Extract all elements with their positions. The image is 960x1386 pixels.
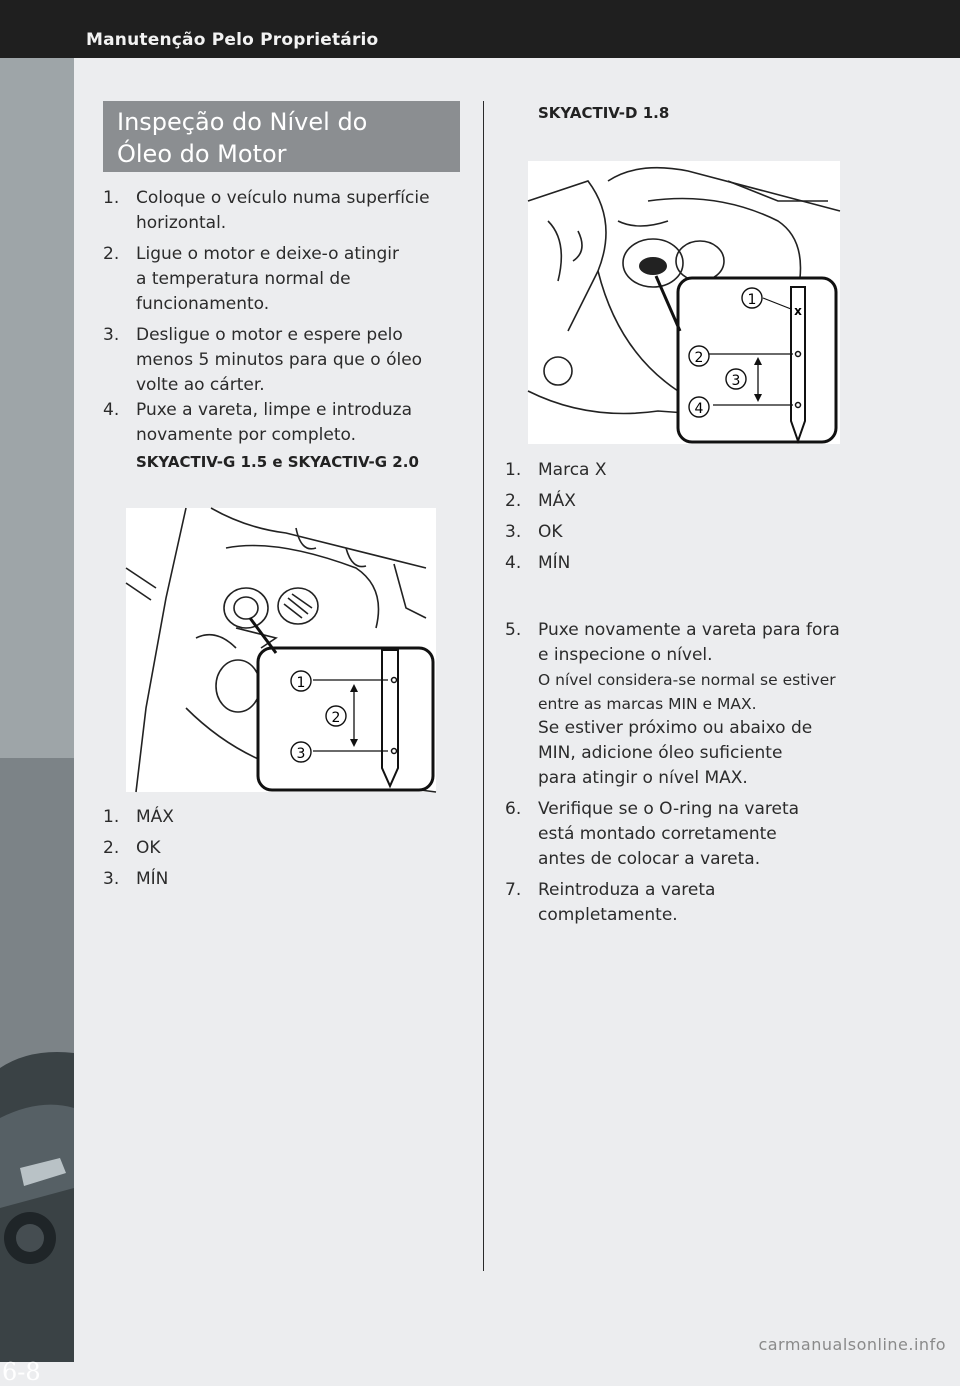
step-text: menos 5 minutos para que o óleo xyxy=(136,350,423,370)
step-text: completamente. xyxy=(538,905,678,925)
legend-list-g xyxy=(103,805,303,898)
step-number: 2. xyxy=(103,244,120,264)
step-text: para atingir o nível MAX. xyxy=(538,768,748,788)
callout-label: 4 xyxy=(694,401,704,417)
callout-label: 1 xyxy=(296,675,306,691)
step-text: Reintroduza a vareta xyxy=(538,880,716,900)
step-number: 1. xyxy=(103,188,120,208)
step-number: 7. xyxy=(505,880,522,900)
legend-item xyxy=(103,836,303,861)
engine-dipstick-g-illustration xyxy=(126,508,436,792)
column-divider xyxy=(483,101,484,1271)
engine-dipstick-d-illustration xyxy=(528,161,840,444)
step-item xyxy=(103,186,473,236)
step-text: está montado corretamente xyxy=(538,824,777,844)
callout-label: 3 xyxy=(296,746,306,762)
step-text: Se estiver próximo ou abaixo de xyxy=(538,718,813,738)
step-text: Desligue o motor e espere pelo xyxy=(136,325,403,345)
legend-text: MÍN xyxy=(538,553,571,573)
figure-dipstick-d xyxy=(528,161,840,444)
step-text: novamente por completo. xyxy=(136,425,357,445)
section-title-line1: Inspeção do Nível do xyxy=(117,108,368,136)
step-item xyxy=(103,398,473,475)
step-item xyxy=(505,878,885,928)
legend-number: 1. xyxy=(103,807,120,827)
legend-number: 2. xyxy=(103,838,120,858)
step-number: 3. xyxy=(103,325,120,345)
step-number: 4. xyxy=(103,400,120,420)
legend-item xyxy=(505,520,705,545)
legend-text: MÁX xyxy=(136,807,174,827)
step-note: entre as marcas MIN e MAX. xyxy=(538,695,757,713)
step-text: Coloque o veículo numa superfície xyxy=(136,188,430,208)
legend-text: Marca X xyxy=(538,460,607,480)
legend-text: MÍN xyxy=(136,869,169,889)
legend-text: MÁX xyxy=(538,491,576,511)
page-header-bar xyxy=(0,0,960,58)
step-item xyxy=(103,242,473,317)
legend-item xyxy=(505,458,705,483)
figure-dipstick-g xyxy=(126,508,436,792)
step-text: Puxe a vareta, limpe e introduza xyxy=(136,400,413,420)
header-title: Manutenção Pelo Proprietário xyxy=(86,30,379,50)
legend-number: 2. xyxy=(505,491,522,511)
step-text: MIN, adicione óleo suficiente xyxy=(538,743,783,763)
step-text: horizontal. xyxy=(136,213,227,233)
legend-number: 3. xyxy=(505,522,522,542)
step-text: antes de colocar a vareta. xyxy=(538,849,761,869)
step-item xyxy=(505,618,885,791)
legend-list-d xyxy=(505,458,705,582)
legend-number: 1. xyxy=(505,460,522,480)
legend-number: 3. xyxy=(103,869,120,889)
page-number: 6-8 xyxy=(2,1358,41,1386)
steps-list-a xyxy=(103,186,473,481)
legend-item xyxy=(505,489,705,514)
step-note: O nível considera-se normal se estiver xyxy=(538,671,836,689)
step-number: 6. xyxy=(505,799,522,819)
step-text: a temperatura normal de xyxy=(136,269,351,289)
step-text: e inspecione o nível. xyxy=(538,645,713,665)
legend-item xyxy=(103,805,303,830)
legend-item xyxy=(505,551,705,576)
callout-label: 3 xyxy=(731,373,741,389)
subhead-skyactiv-g: SKYACTIV-G 1.5 e SKYACTIV-G 2.0 xyxy=(136,453,419,471)
section-title-line2: Óleo do Motor xyxy=(117,140,287,168)
x-mark-label: x xyxy=(794,304,802,318)
step-text: Verifique se o O-ring na vareta xyxy=(538,799,800,819)
steps-list-b xyxy=(505,618,885,934)
legend-item xyxy=(103,867,303,892)
subhead-skyactiv-d: SKYACTIV-D 1.8 xyxy=(538,104,670,122)
step-text: funcionamento. xyxy=(136,294,270,314)
legend-text: OK xyxy=(136,838,161,858)
step-text: Puxe novamente a vareta para fora xyxy=(538,620,840,640)
section-title xyxy=(117,106,367,170)
watermark-text: carmanualsonline.info xyxy=(758,1335,946,1354)
callout-label: 1 xyxy=(747,292,757,308)
callout-label: 2 xyxy=(694,350,704,366)
legend-text: OK xyxy=(538,522,563,542)
callout-label: 2 xyxy=(331,710,341,726)
step-text: volte ao cárter. xyxy=(136,375,265,395)
car-photo-image xyxy=(0,58,74,1362)
section-heading xyxy=(103,101,460,172)
step-number: 5. xyxy=(505,620,522,640)
legend-number: 4. xyxy=(505,553,522,573)
step-text: Ligue o motor e deixe-o atingir xyxy=(136,244,400,264)
side-photo-strip xyxy=(0,58,74,1386)
step-item xyxy=(505,797,885,872)
step-item xyxy=(103,323,473,398)
